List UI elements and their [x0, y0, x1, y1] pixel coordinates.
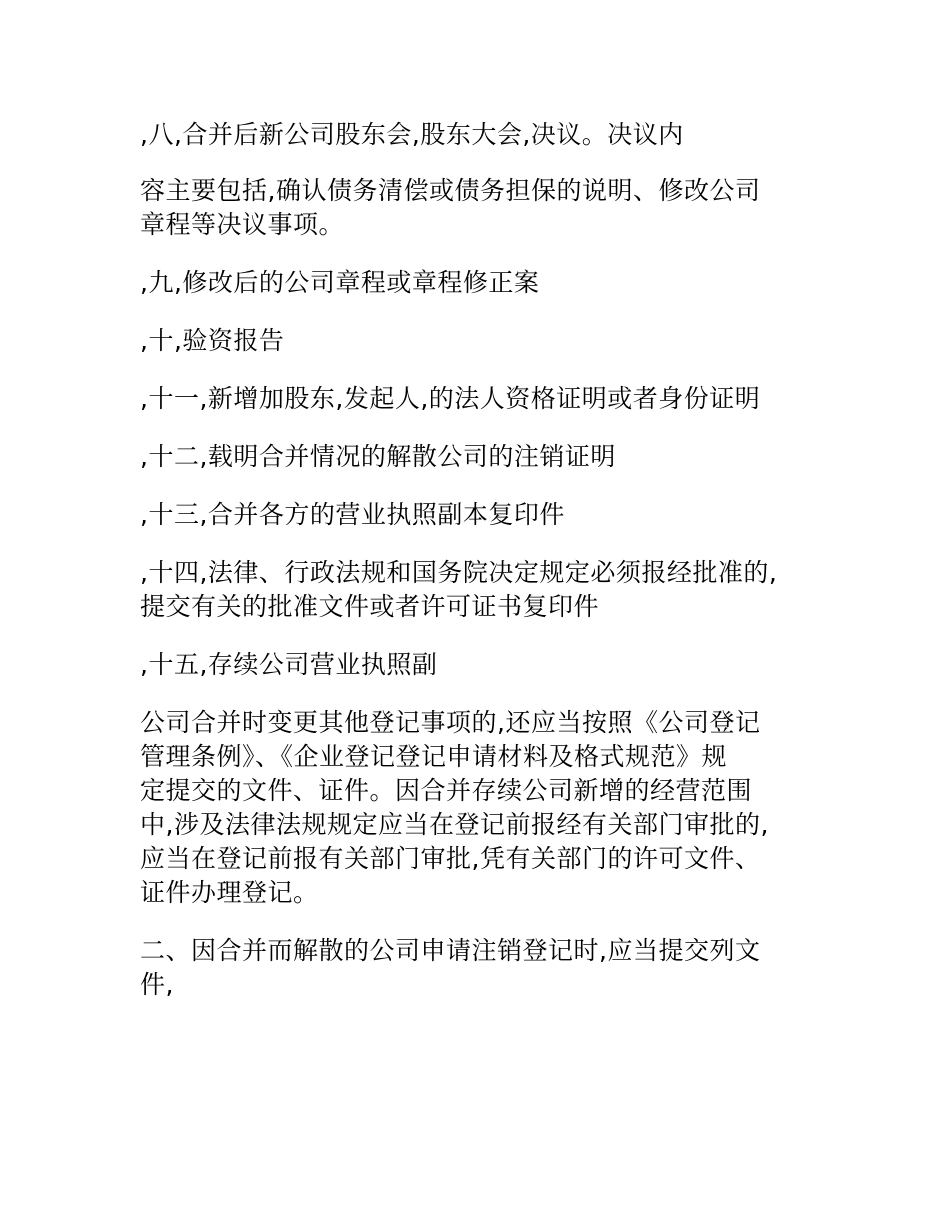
text-line: ,十,验资报告 — [140, 326, 285, 355]
paragraph-item-13 — [140, 498, 820, 532]
paragraph-resolution-content — [140, 174, 820, 242]
text-line: 证件办理登记。 — [140, 878, 319, 907]
text-line: ,十五,存续公司营业执照副 — [140, 650, 438, 679]
text-line: ,十一,新增加股东,发起人,的法人资格证明或者身份证明 — [140, 384, 761, 413]
text-line: 定提交的文件、证件。因合并存续公司新增的经营范围 — [140, 776, 753, 805]
paragraph-item-8 — [140, 118, 820, 152]
text-line: 章程等决议事项。 — [140, 210, 345, 239]
paragraph-item-14 — [140, 556, 820, 624]
text-line: 应当在登记前报有关部门审批,凭有关部门的许可文件、 — [140, 844, 761, 873]
text-line: 二、因合并而解散的公司申请注销登记时,应当提交列文 — [140, 936, 761, 965]
text-line: 容主要包括,确认债务清偿或债务担保的说明、修改公司 — [140, 176, 761, 205]
paragraph-item-12 — [140, 440, 820, 474]
paragraph-section-2 — [140, 934, 820, 1002]
text-line: ,九,修改后的公司章程或章程修正案 — [140, 268, 540, 297]
paragraph-item-10 — [140, 324, 820, 358]
text-line: 件, — [140, 970, 174, 999]
text-line: ,十四,法律、行政法规和国务院决定规定必须报经批准的, — [140, 558, 778, 587]
paragraph-item-9 — [140, 266, 820, 300]
text-line: ,十三,合并各方的营业执照副本复印件 — [140, 500, 565, 529]
paragraph-item-11 — [140, 382, 820, 416]
paragraph-merger-change — [140, 706, 820, 910]
text-line: ,八,合并后新公司股东会,股东大会,决议。决议内 — [140, 120, 684, 149]
document-page — [140, 118, 820, 1002]
text-line: 中,涉及法律法规规定应当在登记前报经有关部门审批的, — [140, 810, 769, 839]
text-line: ,十二,载明合并情况的解散公司的注销证明 — [140, 442, 616, 471]
paragraph-item-15 — [140, 648, 820, 682]
text-line: 提交有关的批准文件或者许可证书复印件 — [140, 592, 600, 621]
text-line: 管理条例》、《企业登记登记申请材料及格式规范》规 — [140, 742, 728, 771]
text-line: 公司合并时变更其他登记事项的,还应当按照《公司登记 — [140, 708, 761, 737]
